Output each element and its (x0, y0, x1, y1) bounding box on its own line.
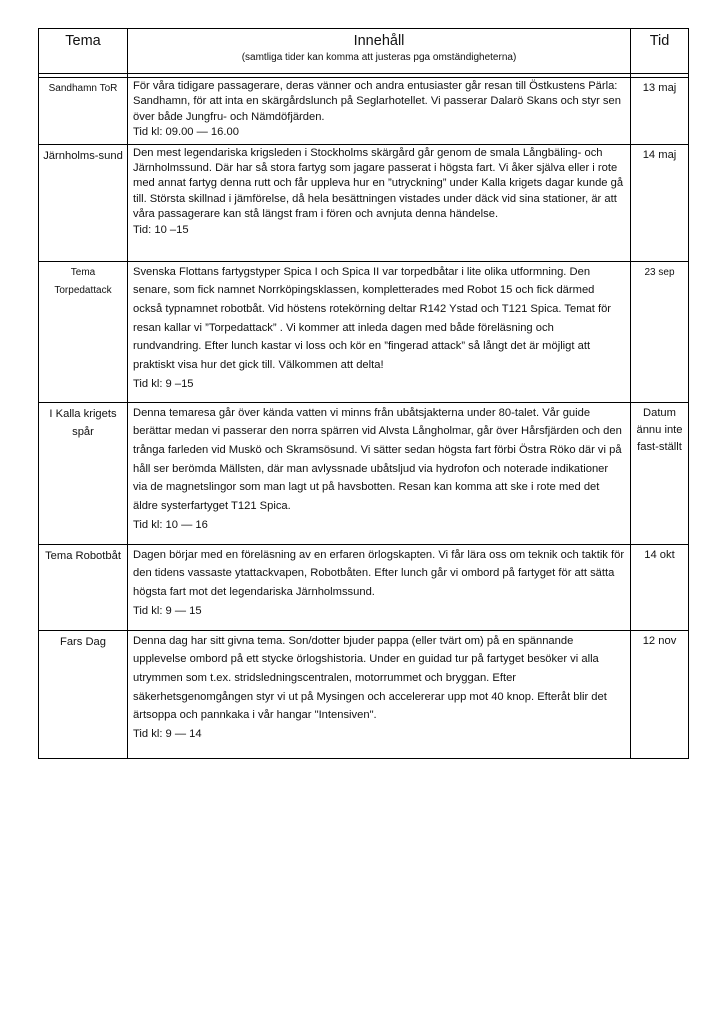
header-tid: Tid (631, 29, 689, 74)
row-tema: Tema Torpedattack (39, 261, 128, 402)
row-description: Dagen börjar med en föreläsning av en erfaren örlogskapten. Vi får lära oss om teknik och taktik för den tidens vassaste ytattackvapen, Robotbåten. Efter lunch går vi ombord på fartyget för att sätta högsta fart mot det legendariska Järnholmssund. (133, 548, 625, 599)
row-date: 14 maj (631, 144, 689, 261)
row-date: 23 sep (631, 261, 689, 402)
table-row (39, 78, 689, 145)
row-time: Tid kl: 09.00 — 16.00 (133, 126, 239, 139)
table-row (39, 630, 689, 758)
table-row (39, 402, 689, 544)
row-date: 12 nov (631, 630, 689, 758)
row-description: Svenska Flottans fartygstyper Spica I och Spica II var torpedbåtar i lite olika utformning. Den senare, som fick namnet Norrköpingsklassen, kompletterades med Robot 15 och fick därmed också typnamnet robotbåt. Vid höstens rotekörning deltar R142 Ystad och T121 Spica. Temat för resan kallar vi ”Torpedattack” . Vi kommer att inleda dagen med både föreläsning och rundvandring. Efter lunch kastar vi loss och kör en ”fingerad attack” så långt det är möjligt att praktiskt visa hur det gick till. Välkommen att delta! (133, 265, 612, 372)
schedule-table (38, 28, 689, 759)
row-tema: I Kalla krigets spår (39, 402, 128, 544)
row-time: Tid kl: 9 — 15 (133, 604, 202, 617)
row-tema: Tema Robotbåt (39, 544, 128, 630)
row-tema: Fars Dag (39, 630, 128, 758)
table-row (39, 544, 689, 630)
schedule-page (38, 28, 688, 759)
header-innehall (128, 29, 631, 74)
row-time: Tid kl: 9 –15 (133, 377, 194, 390)
header-tema: Tema (39, 29, 128, 74)
table-row (39, 261, 689, 402)
row-content (128, 261, 631, 402)
row-time: Tid kl: 9 — 14 (133, 728, 202, 741)
row-date: 14 okt (631, 544, 689, 630)
header-note: (samtliga tider kan komma att justeras pga omständigheterna) (241, 52, 517, 63)
row-content (128, 144, 631, 261)
row-tema: Järnholms-sund (39, 144, 128, 261)
row-description: Den mest legendariska krigsleden i Stockholms skärgård går genom de smala Långbäling- och Järnholmssund. Där har så stora fartyg som jagare passerat i högsta fart. Vi åker själva eller i rote med annat fartyg denna rutt och får uppleva hur en ”utryckning” under Kalla krigets dagar kunde gå till. Största skillnad i jämförelse, då hela besättningen vistades under däck vid sina stationer, är att våra passagerare kan stå längst fram i fören och avnjuta denna händelse. (133, 146, 624, 221)
row-content (128, 630, 631, 758)
row-date: 13 maj (631, 78, 689, 145)
row-time: Tid kl: 10 — 16 (133, 518, 208, 531)
row-date: Datum ännu inte fast-ställt (631, 402, 689, 544)
table-header-row (39, 29, 689, 74)
row-tema: Sandhamn ToR (39, 78, 128, 145)
header-innehall-label: Innehåll (353, 33, 405, 49)
row-content (128, 402, 631, 544)
row-content (128, 78, 631, 145)
row-description: Denna temaresa går över kända vatten vi minns från ubåtsjakterna under 80-talet. Vår guide berättar medan vi passerar den norra spärren vid Alvsta Långholmar, går över Hårsfjärden och den trånga farleden vid Muskö och Skramsösund. Vi sätter sedan högsta fart förbi Östra Röko där vi på håll ser berömda Mällsten, där man avlyssnade ubåtsljud via hydrofon och noterade indikationer via de magnetslingor som man lagt ut på havsbotten. Resan kan komma att ske i rote med det äldre systerfartyget T121 Spica. (133, 406, 622, 513)
table-row (39, 144, 689, 261)
row-description: Denna dag har sitt givna tema. Son/dotter bjuder pappa (eller tvärt om) på en spännande upplevelse ombord på ett stycke örlogshistoria. Under en guidad tur på fartyget besöker vi alla utrymmen som t.ex. stridsledningscentralen, motorrummet och bryggan. Efter säkerhetsgenomgången styr vi ut på Mysingen och accelererar upp mot 40 knop. Efteråt blir det ärtsoppa och pannkaka i vår hangar "Intensiven". (133, 634, 607, 722)
row-content (128, 544, 631, 630)
row-description: För våra tidigare passagerare, deras vänner och andra entusiaster går resan till Östkustens Pärla: Sandhamn, för att inta en skärgårdslunch på Seglarhotellet. Vi passerar Dalarö Skans och styr sen över både Jungfru- och Nämdöfjärden. (133, 80, 621, 123)
row-time: Tid: 10 –15 (133, 223, 189, 236)
